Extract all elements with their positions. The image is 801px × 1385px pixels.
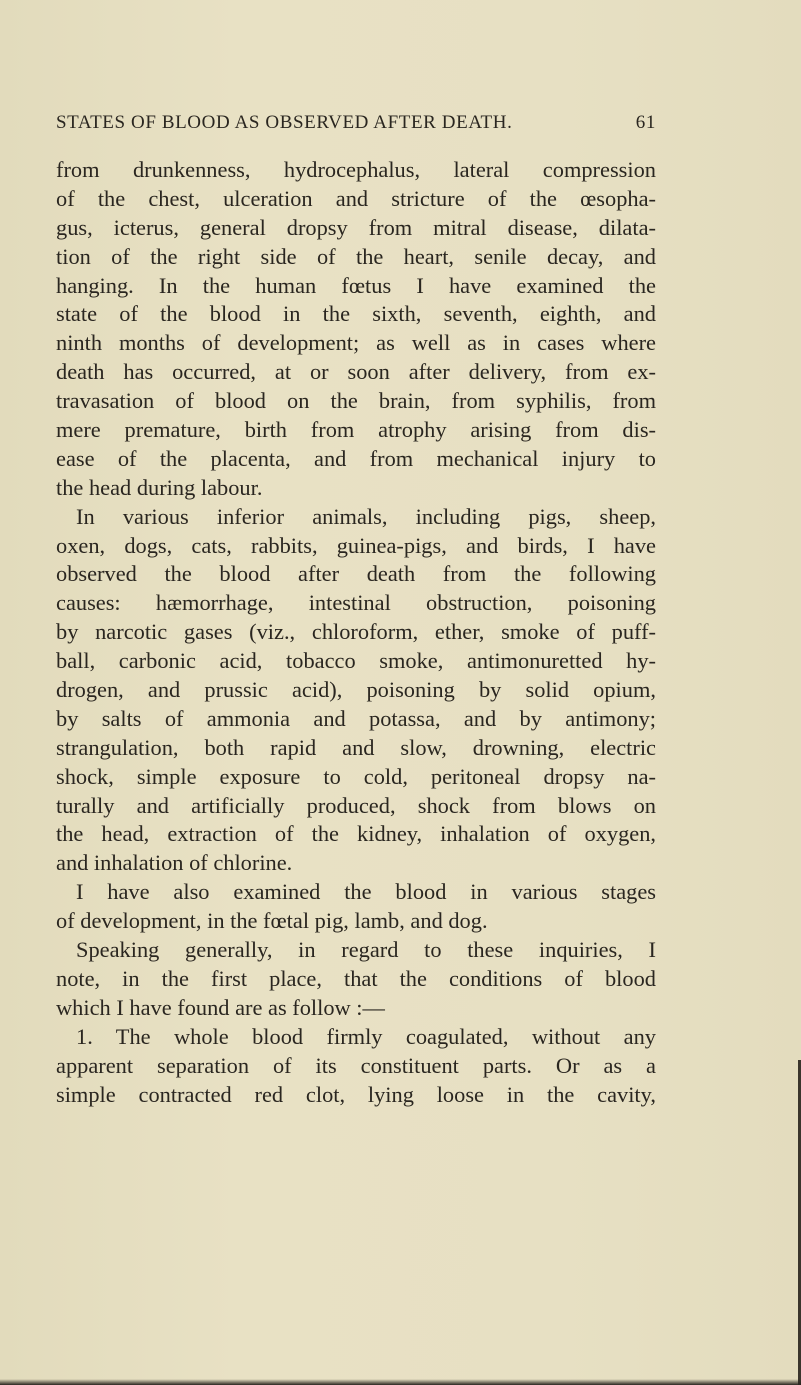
text-line: ease of the placenta, and from mechanical injury to (56, 445, 656, 471)
text-line: by salts of ammonia and potassa, and by antimony; (56, 705, 656, 731)
bottom-edge-shadow (0, 1379, 801, 1385)
text-line: the head during labour. (56, 474, 263, 500)
text-line: which I have found are as follow :— (56, 994, 385, 1020)
text-line: travasation of blood on the brain, from syphilis, from (56, 388, 656, 414)
text-line: gus, icterus, general dropsy from mitral disease, dilata- (56, 214, 656, 240)
text-line: hanging. In the human fœtus I have examined the (56, 272, 656, 298)
text-line: by narcotic gases (viz., chloroform, ether, smoke of puff- (56, 619, 656, 645)
text-line: ball, carbonic acid, tobacco smoke, antimonuretted hy- (56, 648, 656, 674)
text-line: oxen, dogs, cats, rabbits, guinea-pigs, and birds, I have (56, 532, 656, 558)
text-line: tion of the right side of the heart, senile decay, and (56, 243, 656, 269)
text-line: In various inferior animals, including pigs, sheep, (76, 503, 656, 529)
text-line: observed the blood after death from the following (56, 561, 656, 587)
text-line: from drunkenness, hydrocephalus, lateral compression (56, 157, 656, 182)
running-head (56, 112, 656, 140)
text-line: strangulation, both rapid and slow, drowning, electric (56, 734, 656, 760)
text-line: shock, simple exposure to cold, peritoneal dropsy na- (56, 763, 656, 789)
text-line: of development, in the fœtal pig, lamb, and dog. (56, 908, 488, 934)
text-line: of the chest, ulceration and stricture of the œsopha- (56, 185, 656, 211)
text-line: drogen, and prussic acid), poisoning by solid opium, (56, 677, 656, 703)
text-line: simple contracted red clot, lying loose in the cavity, (56, 1081, 656, 1107)
running-head-title: STATES OF BLOOD AS OBSERVED AFTER DEATH. (56, 112, 513, 133)
text-line: apparent separation of its constituent parts. Or as a (56, 1052, 656, 1078)
text-line: turally and artificially produced, shock from blows on (56, 792, 656, 818)
text-line: causes: hæmorrhage, intestinal obstruction, poisoning (56, 590, 656, 616)
text-line: death has occurred, at or soon after delivery, from ex- (56, 359, 656, 385)
text-line: note, in the first place, that the conditions of blood (56, 965, 656, 991)
text-line: Speaking generally, in regard to these inquiries, I (76, 937, 656, 963)
text-line: and inhalation of chlorine. (56, 850, 293, 876)
page-number: 61 (635, 112, 656, 133)
text-line: state of the blood in the sixth, seventh, eighth, and (56, 301, 656, 327)
body-text (56, 156, 656, 1109)
text-line: I have also examined the blood in various stages (76, 879, 656, 905)
text-line: the head, extraction of the kidney, inhalation of oxygen, (56, 821, 656, 847)
text-line: ninth months of development; as well as in cases where (56, 330, 656, 356)
text-line: 1. The whole blood firmly coagulated, without any (76, 1023, 656, 1049)
text-line: mere premature, birth from atrophy arising from dis- (56, 417, 656, 443)
